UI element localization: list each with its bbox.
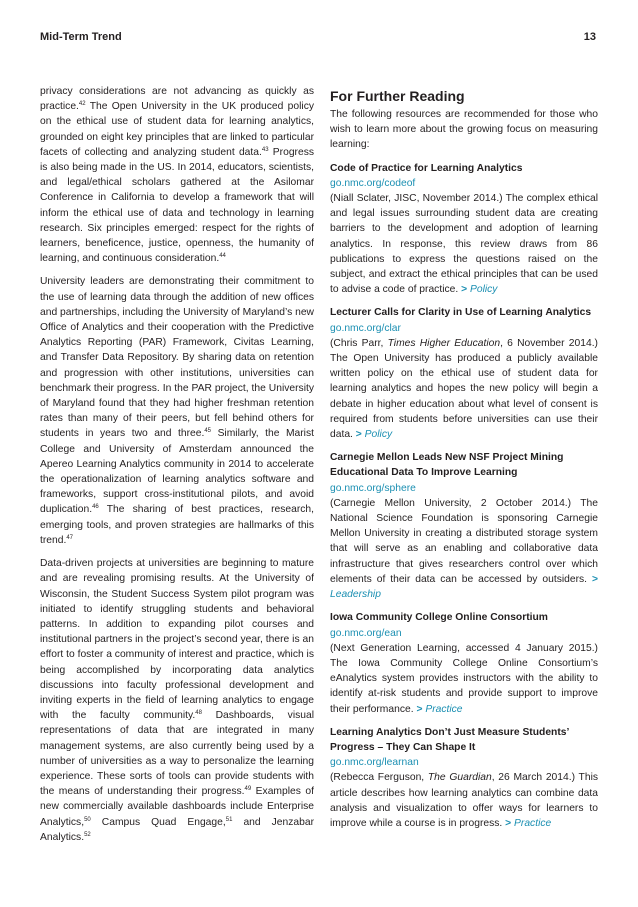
resource-tag[interactable]: Policy <box>364 429 393 441</box>
resource-link[interactable]: go.nmc.org/ean <box>330 627 402 639</box>
resource-tag[interactable]: Practice <box>514 817 552 829</box>
resource-item <box>330 725 598 831</box>
paragraph-university-leaders: University leaders are demonstrating their commitment to the use of learning data through the addition of new offices and partnerships, including the University of Maryland’s new Office of Analytics and their cooperation with the Predictive Analytics Reporting (PAR) Framework, Civitas Learning, and Transfer Data Repository. By sharing data on retention and progression with other institutions, universities can benchmark their progress. In the PAR project, the University of Maryland found that they had higher freshman retention rates than many of their peers, but fell behind others for students in years two and three.$^{45}$ Similarly, the Marist College and University of Amsterdam announced the Apereo Learning Analytics community in 2014 to accelerate the operationalization of learning analytics software and frameworks, support cross-institutional pilots, and avoid duplication.$^{46}$ The sharing of best practices, research, emerging tools, and proven strategies are hallmarks of this trend.$^{47}$ <box>40 276 314 546</box>
chevron-right-icon: > <box>505 817 512 829</box>
resource-item <box>330 610 598 716</box>
page-header <box>0 0 638 60</box>
footnote-ref: 42 <box>78 101 86 108</box>
footnote-ref: 46 <box>92 504 99 511</box>
resource-item <box>330 161 598 298</box>
footnote-ref: 48 <box>195 710 202 717</box>
resource-link[interactable]: go.nmc.org/learnan <box>330 757 419 769</box>
resource-link[interactable]: go.nmc.org/clar <box>330 322 401 334</box>
footnote-ref: 52 <box>84 831 91 838</box>
resource-description: (Chris Parr, Times Higher Education, 6 November 2014.) The Open University has produced a publicly available written policy on the ethical use of student data for learning analytics and hopes the new policy will begin a debate in higher education about what level of consent is required from students before universities can use their data. > Policy <box>330 337 598 441</box>
resource-title: Carnegie Mellon Leads New NSF Project Mining Educational Data To Improve Learning <box>330 452 564 479</box>
left-column <box>40 84 314 853</box>
further-reading-intro: The following resources are recommended for those who wish to learn more about the growing focus on measuring learning: <box>330 109 598 151</box>
resource-item <box>330 305 598 442</box>
resource-tag[interactable]: Practice <box>425 703 463 715</box>
resource-link[interactable]: go.nmc.org/codeof <box>330 177 416 189</box>
footnote-ref: 47 <box>66 534 74 541</box>
resource-description: (Next Generation Learning, accessed 4 January 2015.) The Iowa Community College Online Consortium’s eAnalytics system provides instructors with the ability to identify at-risk students and provide support to improve their performance. > Practice <box>330 642 598 715</box>
further-reading-section <box>330 84 598 839</box>
further-reading-title: For Further Reading <box>330 88 465 104</box>
footnote-ref: 50 <box>84 816 91 823</box>
page-number: 13 <box>583 31 596 43</box>
footnote-ref: 45 <box>204 428 212 435</box>
resource-description: (Carnegie Mellon University, 2 October 2014.) The National Science Foundation is sponsoring Carnegie Mellon University in creating a distributed storage system that will serve as an enabling and collaborative data infrastructure that gives researchers control over which elements of their data can be accessed by outsiders. > Leadership <box>330 497 598 601</box>
resource-item <box>330 450 598 602</box>
resource-tag[interactable]: Policy <box>469 284 498 296</box>
resource-title: Code of Practice for Learning Analytics <box>330 162 523 174</box>
resource-title: Learning Analytics Don’t Just Measure Students’ Progress – They Can Shape It <box>330 726 569 753</box>
chevron-right-icon: > <box>355 429 362 441</box>
footnote-ref: 49 <box>244 786 252 793</box>
resource-tag[interactable]: Leadership <box>330 589 381 601</box>
resource-link[interactable]: go.nmc.org/sphere <box>330 482 416 494</box>
paragraph-data-driven-projects: Data-driven projects at universities are beginning to mature and are revealing promising results. At the University of Wisconsin, the Student Success System pilot program was initiated to identify struggling students and behavioral patterns. In addition to expanding pilot courses and institutional partners in the project’s second year, there is an effort to foster a community of interest and practice, which is being accomplished by incorporating data analytics discussions into faculty professional development and inviting experts in the field of learning analytics to engage with the faculty community.$^{48}$ Dashboards, visual representations of data that are integrated in many management systems, are also currently being used by a number of universities as a way to personalize the learning experience. These sorts of tools can provide students with the means of understanding their progress.$^{49}$ Examples of new commercially available dashboards include Enterprise Analytics,$^{50}$ Campus Quad Engage,$^{51}$ and Jenzabar Analytics.$^{52}$ <box>40 558 315 843</box>
footnote-ref: 51 <box>225 816 233 823</box>
chevron-right-icon: > <box>461 284 468 296</box>
paragraph-privacy: privacy considerations are not advancing as quickly as practice.$^{42}$ The Open University in the UK produced policy on the ethical use of student data for learning analytics, grounded on eight key principles that are linked to particular facets of collecting and analyzing student data.$^{43}$ Progress is also being made in the US. In 2014, educators, scientists, and legal/ethical scholars gathered at the Asilomar Conference in California to develop a framework that will inform the ethical use of data and technology in learning research. Six principles emerged: respect for the rights of learners, beneficence, justice, openness, the humanity of learning, and continuous consideration.$^{44}$ <box>40 86 314 265</box>
section-title: Mid-Term Trend <box>40 31 122 43</box>
chevron-right-icon: > <box>416 703 423 715</box>
footnote-ref: 43 <box>261 146 269 153</box>
resource-description: (Rebecca Ferguson, The Guardian, 26 March 2014.) This article describes how learning analytics can combine data analysis and visualization to offer ways for learners to improve while a course is in progress. > Practice <box>330 772 599 829</box>
resource-title: Iowa Community College Online Consortium <box>330 612 548 624</box>
resource-title: Lecturer Calls for Clarity in Use of Learning Analytics <box>330 307 592 319</box>
footnote-ref: 44 <box>219 253 226 260</box>
chevron-right-icon: > <box>591 573 598 585</box>
resource-description: (Niall Sclater, JISC, November 2014.) The complex ethical and legal issues surrounding student data are creating barriers to the development and adoption of learning analytics. In response, this review draws from 86 publications to express the questions raised on the subject, and extract the ethical principles that can be used to advise a code of practice. > Policy <box>330 193 598 296</box>
